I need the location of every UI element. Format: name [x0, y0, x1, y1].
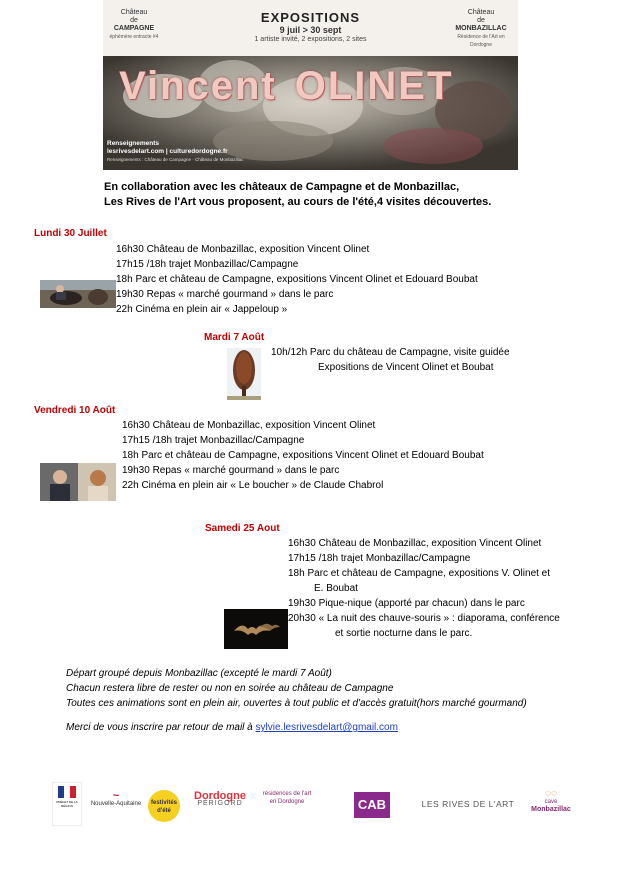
monbazillac-label: Château de MONBAZILLAC Résidence de l'Art en Dordogne [455, 9, 507, 48]
dordogne-logo: Dordogne PÉRIGORD [194, 790, 246, 807]
cab-logo: CAB [354, 792, 390, 818]
notes: Départ groupé depuis Monbazillac (excepté le mardi 7 Août) Chacun restera libre de rester ou non en soirée au château de Campagne Toutes ces animations sont en plein air, ouvertes à tout public et d'accès gratuit(hors marché gourmand) [66, 668, 527, 709]
artist-name: Vincent OLINET [119, 64, 454, 108]
day-schedule: 16h30 Château de Monbazillac, exposition Vincent Olinet 17h15 /18h trajet Monbazillac/Campagne 18h Parc et château de Campagne, expositions Vincent Olinet et Edouard Boubat 19h30 Repas « marché gourmand » dans le parc 22h Cinéma en plein air « Jappeloup » [116, 244, 478, 315]
day-heading: Vendredi 10 Août [34, 405, 116, 416]
day-schedule: 16h30 Château de Monbazillac, exposition Vincent Olinet 17h15 /18h trajet Monbazillac/Campagne 18h Parc et château de Campagne, expositions Vincent Olinet et Edouard Boubat 19h30 Repas « marché gourmand » dans le parc 22h Cinéma en plein air « Le boucher » de Claude Chabrol [122, 420, 484, 491]
intro-text: En collaboration avec les châteaux de Campagne et de Monbazillac, Les Rives de l'Art vous proposent, au cours de l'été,4 visites découvertes. [104, 181, 492, 208]
rives-logo: LES RIVES DE L'ART [421, 799, 515, 809]
registration-note: Merci de vous inscrire par retour de mail à sylvie.lesrivesdelart@gmail.com [66, 722, 398, 733]
nouvelle-aquitaine-logo: ~ Nouvelle-Aquitaine [90, 790, 142, 807]
tree-photo [227, 348, 261, 400]
campagne-label: Château de CAMPAGNE éphémère entracte #4 [109, 9, 159, 40]
day-heading: Lundi 30 Juillet [34, 228, 107, 239]
residences-logo: résidences de l'art en Dordogne [262, 791, 312, 805]
le-boucher-photo [40, 463, 116, 501]
festivites-logo: festivités d'été [148, 790, 180, 822]
cave-monbazillac-logo: ◌◌ cave Monbazillac [531, 788, 571, 813]
prefet-logo: PRÉFET DE LA RÉGION [52, 782, 82, 829]
banner-subtitle: 1 artiste invité, 2 expositions, 2 sites [254, 36, 367, 43]
partner-logos [50, 782, 575, 832]
day-heading: Mardi 7 Août [204, 332, 265, 343]
day-schedule: 10h/12h Parc du château de Campagne, visite guidée Expositions de Vincent Olinet et Boubat [271, 347, 510, 373]
bats-photo [224, 609, 288, 649]
banner-dates: 9 juil > 30 sept [279, 25, 342, 35]
jappeloup-photo [40, 280, 116, 308]
banner-info: Renseignements lesrivesdelart.com | culturedordogne.fr Renseignements : Château de Campagne · Château de Monbazillac [107, 140, 244, 162]
banner-title: EXPOSITIONS [260, 10, 361, 25]
exhibition-banner [103, 0, 518, 170]
day-heading: Samedi 25 Aout [205, 523, 280, 534]
email-link[interactable]: sylvie.lesrivesdelart@gmail.com [255, 722, 398, 733]
day-schedule: 16h30 Château de Monbazillac, exposition Vincent Olinet 17h15 /18h trajet Monbazillac/Campagne 18h Parc et château de Campagne, expositions V. Olinet et E. Boubat 19h30 Pique-nique (apporté par chacun) dans le parc 20h30 « La nuit des chauve-souris » : diaporama, conférence et sortie nocturne dans le parc. [288, 538, 560, 639]
